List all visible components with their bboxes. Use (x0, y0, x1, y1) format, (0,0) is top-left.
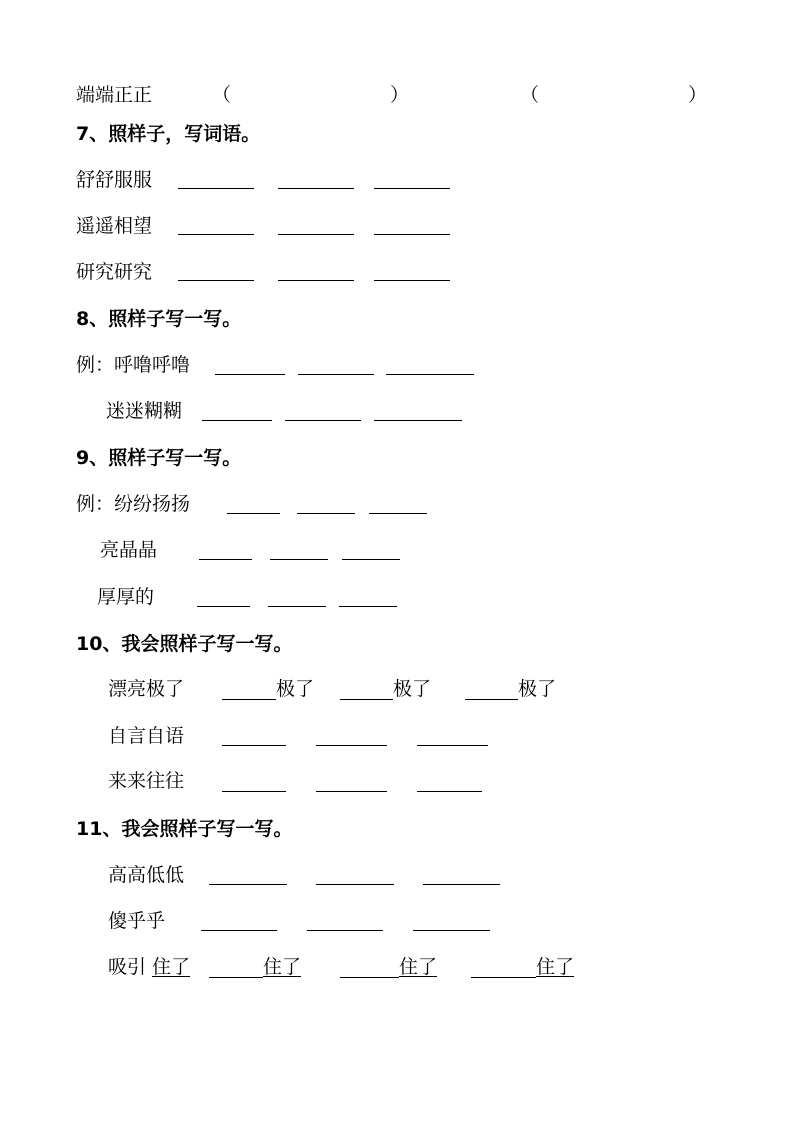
q11-example-prefix: 吸引 (108, 956, 147, 978)
q11-suffix: 住了 (536, 956, 575, 978)
paren-open-2: （ (520, 84, 540, 106)
q8-example: 例：呼噜呼噜 (76, 354, 191, 376)
q9-item-2: 厚厚的 (97, 586, 155, 608)
answer-blank[interactable] (199, 559, 252, 560)
answer-blank[interactable] (417, 745, 488, 746)
answer-blank[interactable] (178, 280, 254, 281)
answer-blank[interactable] (209, 977, 263, 978)
q11-heading: 11、我会照样子写一写。 (76, 818, 293, 840)
answer-blank[interactable] (465, 699, 518, 700)
q9-example: 例：纷纷扬扬 (76, 493, 191, 515)
q10-suffix: 极了 (276, 678, 315, 700)
word-duanduan: 端端正正 (76, 84, 153, 106)
q11-item-1: 高高低低 (108, 864, 185, 886)
q11-suffix: 住了 (263, 956, 302, 978)
answer-blank[interactable] (215, 374, 285, 375)
answer-blank[interactable] (227, 513, 280, 514)
q7-item-2: 遥遥相望 (76, 215, 153, 237)
paren-open-1: （ (212, 84, 232, 106)
answer-blank[interactable] (278, 234, 354, 235)
answer-blank[interactable] (374, 280, 450, 281)
answer-blank[interactable] (209, 884, 287, 885)
answer-blank[interactable] (268, 606, 326, 607)
q10-heading: 10、我会照样子写一写。 (76, 633, 293, 655)
answer-blank[interactable] (178, 188, 254, 189)
answer-blank[interactable] (340, 699, 393, 700)
answer-blank[interactable] (278, 188, 354, 189)
answer-blank[interactable] (307, 930, 383, 931)
q11-item-2: 傻乎乎 (108, 910, 166, 932)
answer-blank[interactable] (222, 699, 276, 700)
answer-blank[interactable] (374, 420, 462, 421)
q10-example: 漂亮极了 (108, 678, 185, 700)
answer-blank[interactable] (298, 374, 374, 375)
answer-blank[interactable] (297, 513, 355, 514)
answer-blank[interactable] (278, 280, 354, 281)
answer-blank[interactable] (270, 559, 328, 560)
q11-suffix: 住了 (399, 956, 438, 978)
paren-close-1: ） (390, 84, 410, 106)
answer-blank[interactable] (423, 884, 500, 885)
answer-blank[interactable] (369, 513, 427, 514)
answer-blank[interactable] (340, 977, 399, 978)
q10-item-2: 来来往往 (108, 770, 185, 792)
answer-blank[interactable] (374, 234, 450, 235)
q8-heading: 8、照样子写一写。 (76, 308, 242, 330)
q9-item-1: 亮晶晶 (100, 539, 158, 561)
answer-blank[interactable] (222, 791, 286, 792)
answer-blank[interactable] (471, 977, 536, 978)
answer-blank[interactable] (178, 234, 254, 235)
q10-suffix: 极了 (518, 678, 557, 700)
answer-blank[interactable] (202, 420, 272, 421)
q9-heading: 9、照样子写一写。 (76, 447, 242, 469)
answer-blank[interactable] (222, 745, 286, 746)
q11-example-underlined: 住了 (152, 956, 191, 978)
answer-blank[interactable] (316, 745, 387, 746)
answer-blank[interactable] (417, 791, 482, 792)
answer-blank[interactable] (316, 791, 387, 792)
q7-item-1: 舒舒服服 (76, 169, 153, 191)
answer-blank[interactable] (316, 884, 394, 885)
q10-item-1: 自言自语 (108, 725, 185, 747)
answer-blank[interactable] (197, 606, 250, 607)
answer-blank[interactable] (201, 930, 277, 931)
answer-blank[interactable] (285, 420, 361, 421)
q7-item-3: 研究研究 (76, 261, 153, 283)
answer-blank[interactable] (342, 559, 400, 560)
answer-blank[interactable] (374, 188, 450, 189)
answer-blank[interactable] (339, 606, 397, 607)
answer-blank[interactable] (386, 374, 474, 375)
q8-item: 迷迷糊糊 (106, 400, 183, 422)
q10-suffix: 极了 (393, 678, 432, 700)
paren-close-2: ） (688, 84, 708, 106)
q7-heading: 7、照样子，写词语。 (76, 123, 261, 145)
answer-blank[interactable] (413, 930, 490, 931)
